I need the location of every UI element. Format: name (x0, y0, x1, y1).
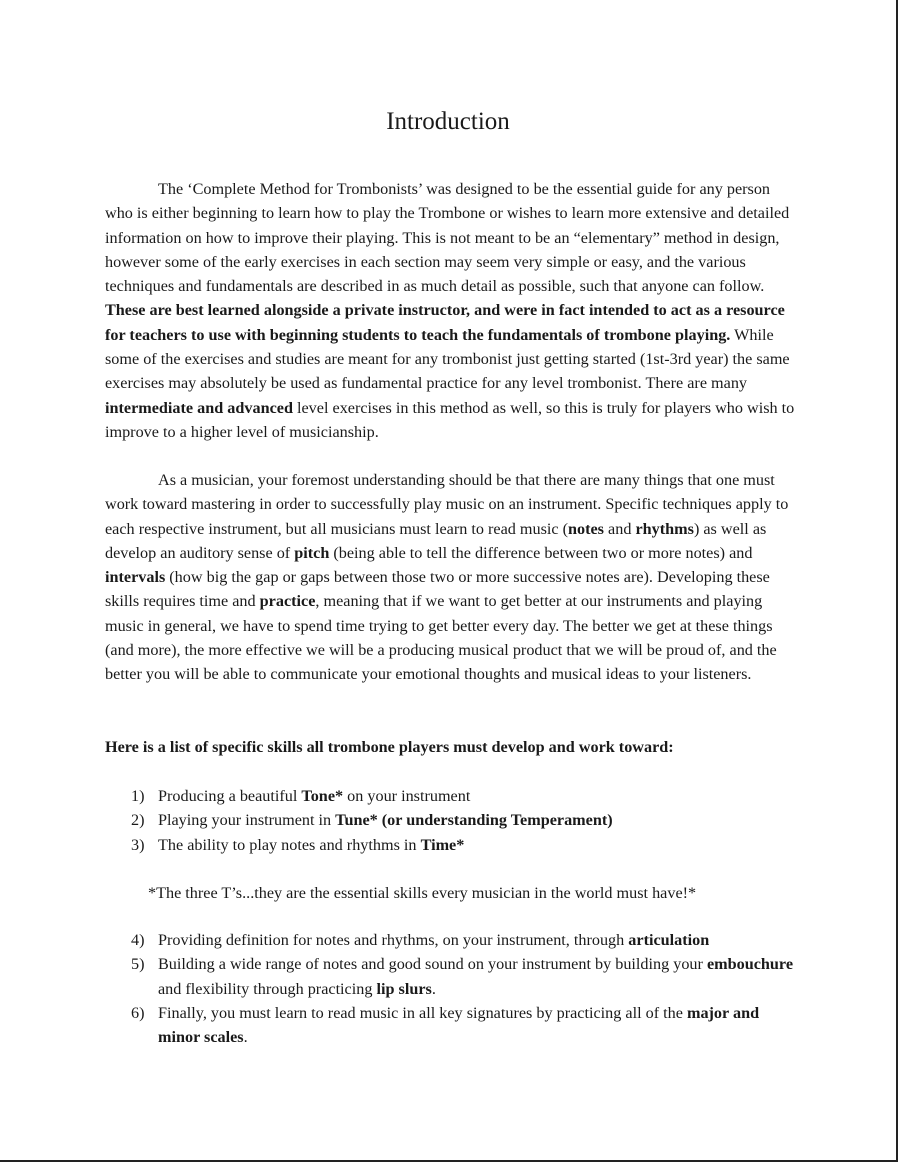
skills-list (131, 784, 801, 857)
list-text: on your instrument (343, 787, 471, 805)
paragraph-text: ) as well as develop an auditory sense of (105, 519, 767, 562)
list-number: 3) (131, 835, 145, 854)
bold-text: embouchure (706, 955, 794, 974)
list-text: and flexibility through practicing (158, 979, 377, 998)
bold-text: These are best learned alongside a private instructor, and were in fact intended to act as a resource for teachers to use with beginning students to teach the fundamentals of trombone playing. (105, 301, 785, 344)
list-text: Providing definition for notes and rhythms, on your instrument, through (158, 931, 629, 949)
bold-text: Time* (420, 835, 465, 854)
bold-text: notes (568, 519, 604, 538)
skills-list-continued (131, 928, 801, 1049)
bold-text: Tune* (or understanding Temperament) (335, 811, 613, 830)
list-number: 4) (131, 931, 145, 949)
bold-text: intervals (105, 568, 166, 587)
list-item (131, 808, 801, 832)
paragraph-text: level exercises in this method as well, so this is truly for players who wish to improve to a higher level of musicianship. (105, 398, 795, 441)
list-text: . (431, 979, 436, 998)
list-text: Producing a beautiful (158, 787, 302, 805)
paragraph-text: and (604, 519, 636, 538)
list-item (131, 833, 801, 857)
list-item (131, 952, 801, 1001)
bold-text: Tone* (301, 787, 344, 805)
skills-list-heading: Here is a list of specific skills all trombone players must develop and work toward: (105, 738, 674, 756)
bold-text: major and minor scales (158, 1003, 760, 1047)
bold-text: articulation (628, 931, 710, 949)
paragraph-text: (being able to tell the difference between two or more notes) and (329, 543, 753, 562)
bold-text: pitch (294, 543, 330, 562)
list-text: Building a wide range of notes and good sound on your instrument by building your (158, 955, 707, 974)
paragraph-text: While some of the exercises and studies are meant for any trombonist just getting started (1st-3rd year) the same exercises may absolutely be used as fundamental practice for any level trombonist. There are many (105, 325, 790, 393)
list-text: Finally, you must learn to read music in all key signatures by practicing all of the (158, 1003, 687, 1022)
page-title: Introduction (386, 108, 510, 135)
list-text: . (243, 1028, 248, 1047)
list-text: Playing your instrument in (158, 811, 336, 830)
paragraph-text: The ‘Complete Method for Trombonists’ was designed to be the essential guide for any person who is either beginning to learn how to play the Trombone or wishes to learn more extensive and detailed information on how to improve their playing. This is not meant to be an “elementary” method in design, however some of the early exercises in each section may seem very simple or easy, and the various techniques and fundamentals are described in as much detail as possible, such that anyone can follow. (105, 180, 790, 296)
bold-text: lip slurs (376, 979, 432, 998)
list-number: 1) (131, 787, 145, 805)
intro-paragraph-1 (105, 177, 800, 444)
list-item (131, 1001, 801, 1050)
paragraph-text: As a musician, your foremost understanding should be that there are many things that one must work toward mastering in order to successfully play music on an instrument. Specific techniques apply to each respective instrument, but all musicians must learn to read music ( (105, 471, 789, 538)
list-item (131, 928, 801, 952)
list-number: 5) (131, 955, 145, 974)
bold-text: rhythms (635, 519, 694, 538)
three-ts-note: *The three T’s...they are the essential skills every musician in the world must have!* (148, 884, 697, 902)
bold-text: intermediate and advanced (105, 398, 293, 417)
paragraph-text: (how big the gap or gaps between those two or more successive notes are). Developing these skills requires time and (105, 568, 770, 611)
list-text: The ability to play notes and rhythms in (158, 835, 421, 854)
list-number: 2) (131, 811, 145, 830)
list-number: 6) (131, 1003, 145, 1022)
list-item (131, 784, 801, 808)
intro-paragraph-2 (105, 468, 800, 687)
paragraph-text: , meaning that if we want to get better at our instruments and playing music in general, we have to spend time trying to get better every day. The better we get at these things (and more), the more effective we will be a producing musical product that we will be proud of, and the better you will be able to communicate your emotional thoughts and musical ideas to your listeners. (105, 592, 777, 684)
bold-text: practice (259, 592, 316, 611)
